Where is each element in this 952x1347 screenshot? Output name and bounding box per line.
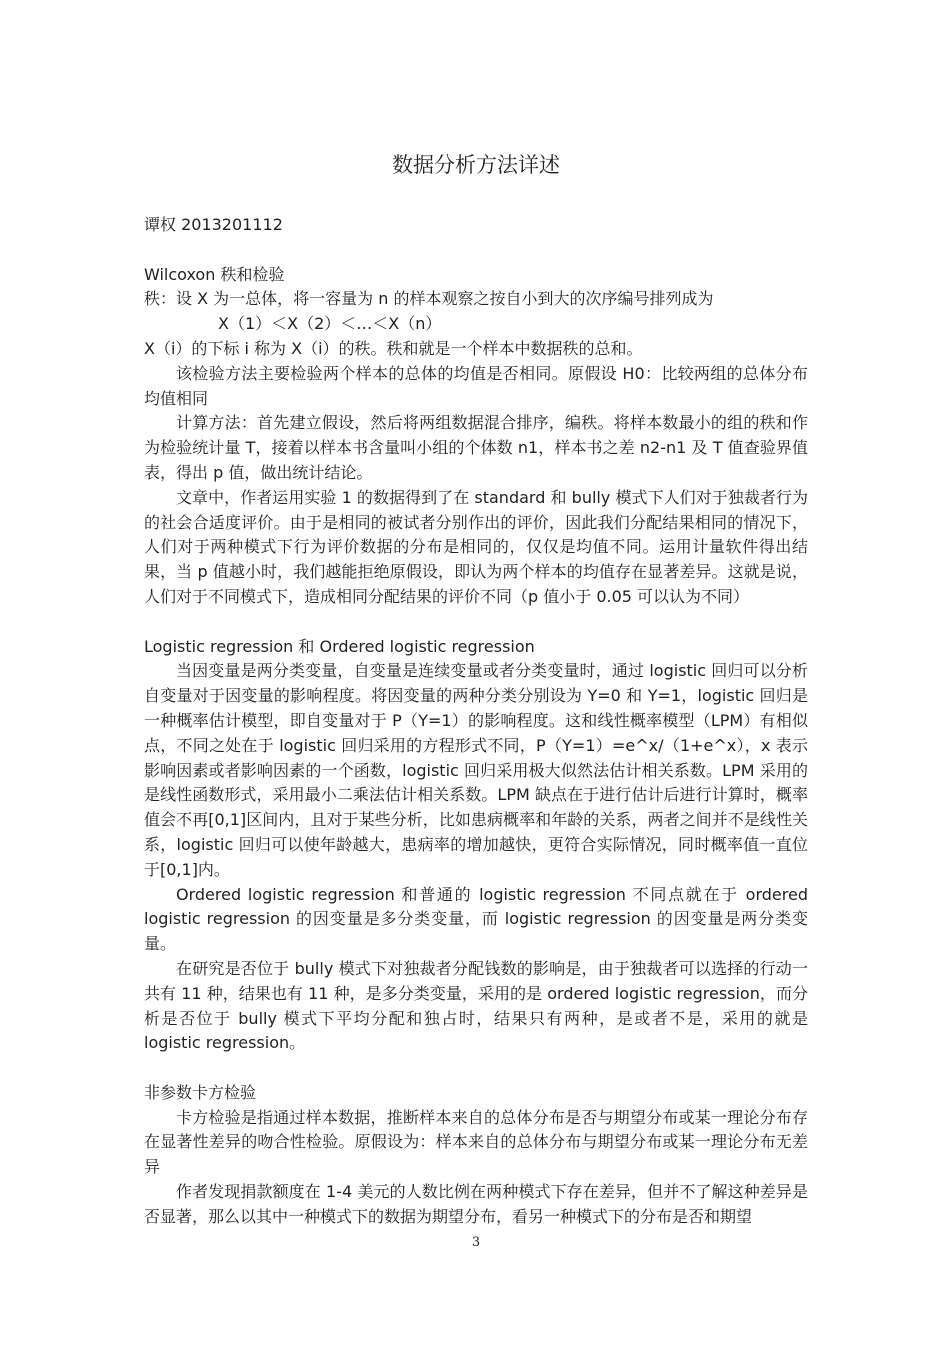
paragraph: Ordered logistic regression 和普通的 logistic regression 不同点就在于 ordered logistic regression 的因变量是多分类变量，而 logistic regression 的因变量是两分类变量。 bbox=[144, 884, 808, 954]
document-body bbox=[144, 213, 808, 1230]
spacer bbox=[144, 1056, 808, 1081]
paragraph: 计算方法：首先建立假设，然后将两组数据混合排序，编秩。将样本数最小的组的秩和作为检验统计量 T，接着以样本书含量叫小组的个体数 n1，样本书之差 n2-n1 及 T 值查验界值表，得出 p 值，做出统计结论。 bbox=[144, 413, 808, 482]
paragraph: 卡方检验是指通过样本数据，推断样本来自的总体分布是否与期望分布或某一理论分布存在显著性差异的吻合性检验。原假设为：样本来自的总体分布与期望分布或某一理论分布无差异 bbox=[144, 1107, 808, 1177]
author-line: 谭权 2013201112 bbox=[144, 215, 283, 234]
section-heading-chisq: 非参数卡方检验 bbox=[144, 1082, 257, 1102]
paragraph: 该检验方法主要检验两个样本的总体的均值是否相同。原假设 H0：比较两组的总体分布均值相同 bbox=[144, 363, 808, 408]
spacer bbox=[144, 238, 808, 263]
paragraph: 文章中，作者运用实验 1 的数据得到了在 standard 和 bully 模式下人们对于独裁者行为的社会合适度评价。由于是相同的被试者分别作出的评价，因此我们分配结果相同的情况下，人们对于两种模式下行为评价数据的分布是相同的，仅仅是均值不同。运用计量软件得出结果，当 p 值越小时，我们越能拒绝原假设，即认为两个样本的均值存在显著差异。这就是说，人们对于不同模式下，造成相同分配结果的评价不同（p 值小于 0.05 可以认为不同） bbox=[144, 487, 808, 606]
paragraph: 在研究是否位于 bully 模式下对独裁者分配钱数的影响是，由于独裁者可以选择的行动一共有 11 种，结果也有 11 种，是多分类变量，采用的是 ordered logistic regression，而分析是否位于 bully 模式下平均分配和独占时，结果只有两种，是或者不是，采用的就是 logistic regression。 bbox=[144, 958, 808, 1053]
rank-definition: 秩：设 X 为一总体，将一容量为 n 的样本观察之按自小到大的次序编号排列成为 bbox=[144, 289, 714, 309]
section-heading-logistic: Logistic regression 和 Ordered logistic regression bbox=[144, 636, 535, 656]
section-heading-wilcoxon: Wilcoxon 秩和检验 bbox=[144, 264, 285, 284]
rank-sum-definition: X（i）的下标 i 称为 X（i）的秩。秩和就是一个样本中数据秩的总和。 bbox=[144, 338, 643, 358]
spacer bbox=[144, 610, 808, 635]
page-number: 3 bbox=[471, 1235, 481, 1250]
page-title: 数据分析方法详述 bbox=[392, 153, 560, 177]
rank-formula: X（1）＜X（2）＜…＜X（n） bbox=[218, 314, 442, 334]
paragraph: 当因变量是两分类变量，自变量是连续变量或者分类变量时，通过 logistic 回归可以分析自变量对于因变量的影响程度。将因变量的两种分类分别设为 Y=0 和 Y=1，logistic 回归是一种概率估计模型，即自变量对于 P（Y=1）的影响程度。这和线性概率模型（LPM）有相似点，不同之处在于 logistic 回归采用的方程形式不同，P（Y=1）=e^x/（1+e^x），x 表示影响因素或者影响因素的一个函数，logistic 回归采用极大似然法估计相关系数。LPM 采用的是线性函数形式，采用最小二乘法估计相关系数。LPM 缺点在于进行估计后进行计算时，概率值会不再[0,1]区间内，且对于某些分析，比如患病概率和年龄的关系，两者之间并不是线性关系，logistic 回归可以使年龄越大，患病率的增加越快，更符合实际情况，同时概率值一直位于[0,1]内。 bbox=[144, 661, 808, 879]
paragraph: 作者发现捐款额度在 1-4 美元的人数比例在两种模式下存在差异，但并不了解这种差异是否显著，那么以其中一种模式下的数据为期望分布，看另一种模式下的分布是否和期望 bbox=[144, 1182, 808, 1226]
